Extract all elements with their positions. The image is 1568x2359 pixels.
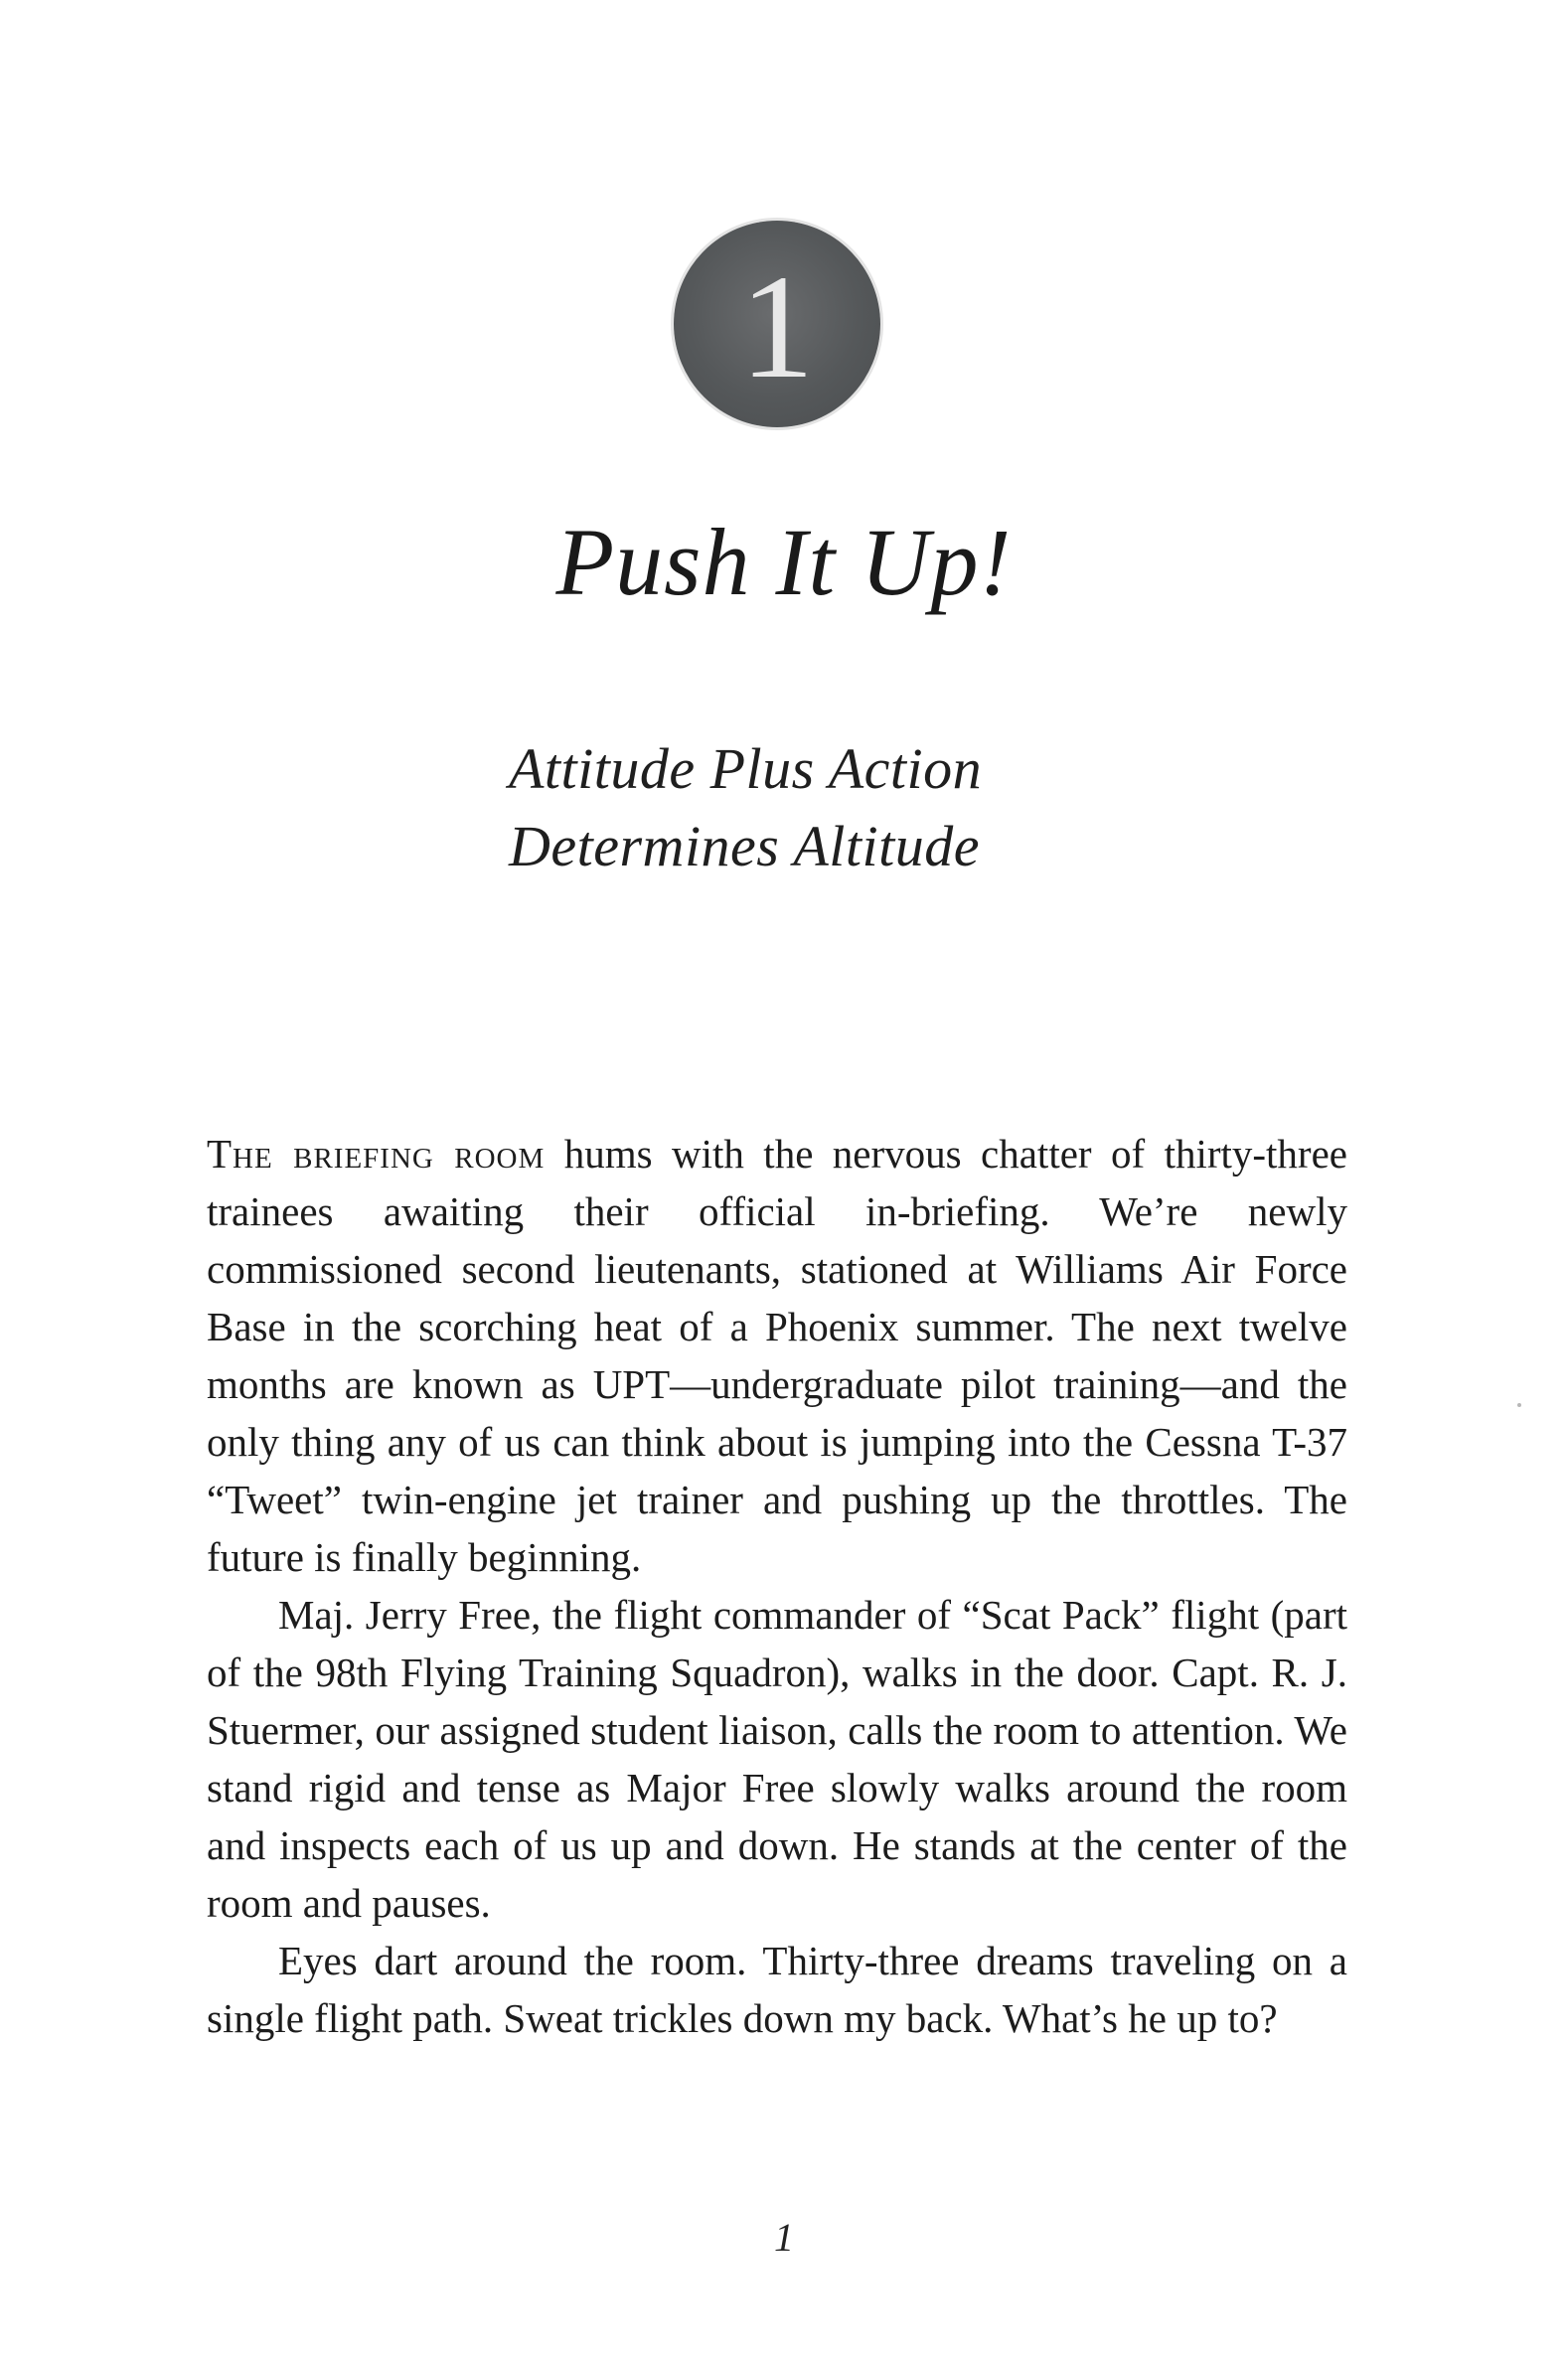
page-number: 1: [774, 2215, 794, 2260]
chapter-title: Push It Up!: [555, 509, 1013, 615]
scan-speck: [1517, 1403, 1521, 1407]
subtitle-line: Determines Altitude: [509, 814, 980, 878]
body-text: [207, 1125, 1347, 2047]
paragraph: [207, 1125, 1347, 1586]
chapter-subtitle: [509, 730, 982, 885]
paragraph: Maj. Jerry Free, the flight commander of “Scat Pack” flight (part of the 98th Flying Training Squadron), walks in the door. Capt. R. J. Stuermer, our assigned student liaison, calls the room to attention. We stand rigid and tense as Major Free slowly walks around the room and inspects each of us up and down. He stands at the center of the room and pauses.: [207, 1592, 1347, 1926]
chapter-number: 1: [739, 244, 815, 409]
paragraph-lead: The briefing room: [207, 1131, 546, 1177]
paragraph: Eyes dart around the room. Thirty-three dreams traveling on a single flight path. Sweat trickles down my back. What’s he up to?: [207, 1938, 1347, 2041]
paragraph-text: hums with the nervous chatter of thirty-three trainees awaiting their official in-briefing. We’re newly commissioned second lieutenants, stationed at Williams Air Force Base in the scorching heat of a Phoenix summer. The next twelve months are known as UPT—undergraduate pilot training—and the only thing any of us can think about is jumping into the Cessna T-37 “Tweet” twin-engine jet trainer and pushing up the throttles. The future is finally beginning.: [207, 1131, 1347, 1580]
subtitle-line: Attitude Plus Action: [509, 736, 983, 801]
chapter-number-badge: [674, 221, 880, 427]
